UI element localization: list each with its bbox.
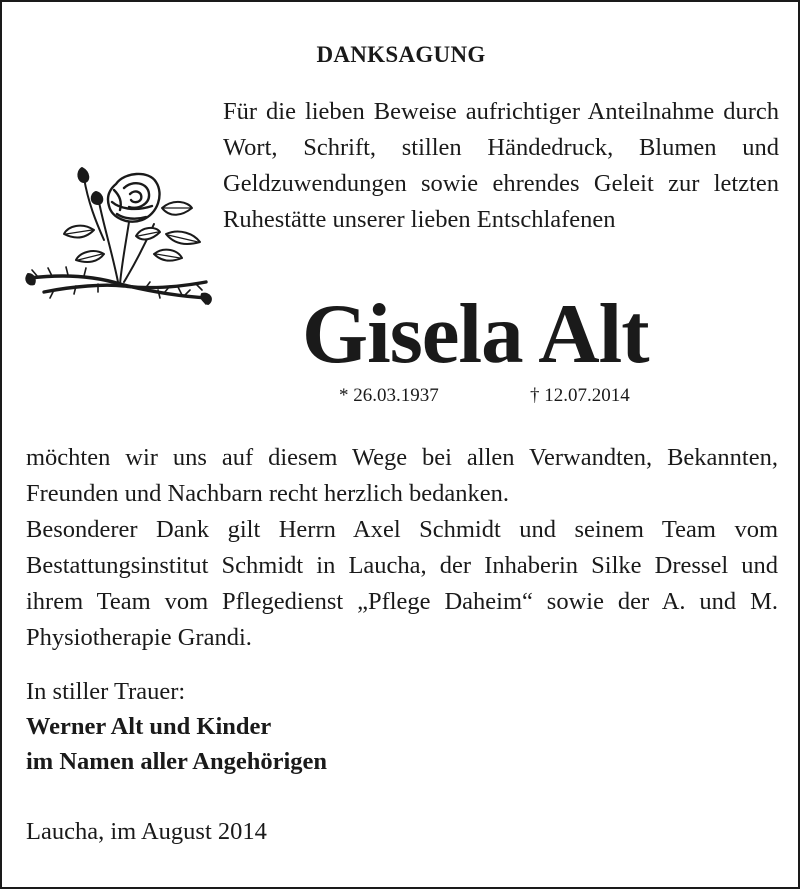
thanks-paragraph-1: möchten wir uns auf diesem Wege bei allen Verwandten, Bekannten, Freunden und Nachbarn recht herzlich bedanken. — [26, 444, 778, 507]
deceased-name: Gisela Alt — [302, 287, 649, 381]
signature-block — [26, 674, 626, 779]
birth-date: * 26.03.1937 — [339, 385, 439, 406]
intro-text: Für die lieben Beweise aufrichtiger Anteilnahme durch Wort, Schrift, stillen Händedruck, Blumen und Geldzuwendungen sowie ehrendes Geleit zur letzten Ruhestätte unserer lieben Entschlafenen — [223, 98, 779, 233]
signature-family: Werner Alt und Kinder — [26, 713, 272, 740]
death-date: † 12.07.2014 — [530, 385, 630, 406]
place-date: Laucha, im August 2014 — [26, 818, 267, 845]
heading: DANKSAGUNG — [316, 42, 486, 67]
signature-relatives: im Namen aller Angehörigen — [26, 748, 328, 775]
thanks-paragraph-2: Besonderer Dank gilt Herrn Axel Schmidt und seinem Team vom Bestattungsinstitut Schmidt in Laucha, der Inhaberin Silke Dressel und ihrem Team vom Pflegedienst „Pflege Daheim“ sowie der A. und M. Physiotherapie Grandi. — [26, 516, 778, 651]
signature-intro: In stiller Trauer: — [26, 678, 186, 705]
rose-icon — [24, 162, 214, 312]
thanks-text — [26, 440, 778, 656]
